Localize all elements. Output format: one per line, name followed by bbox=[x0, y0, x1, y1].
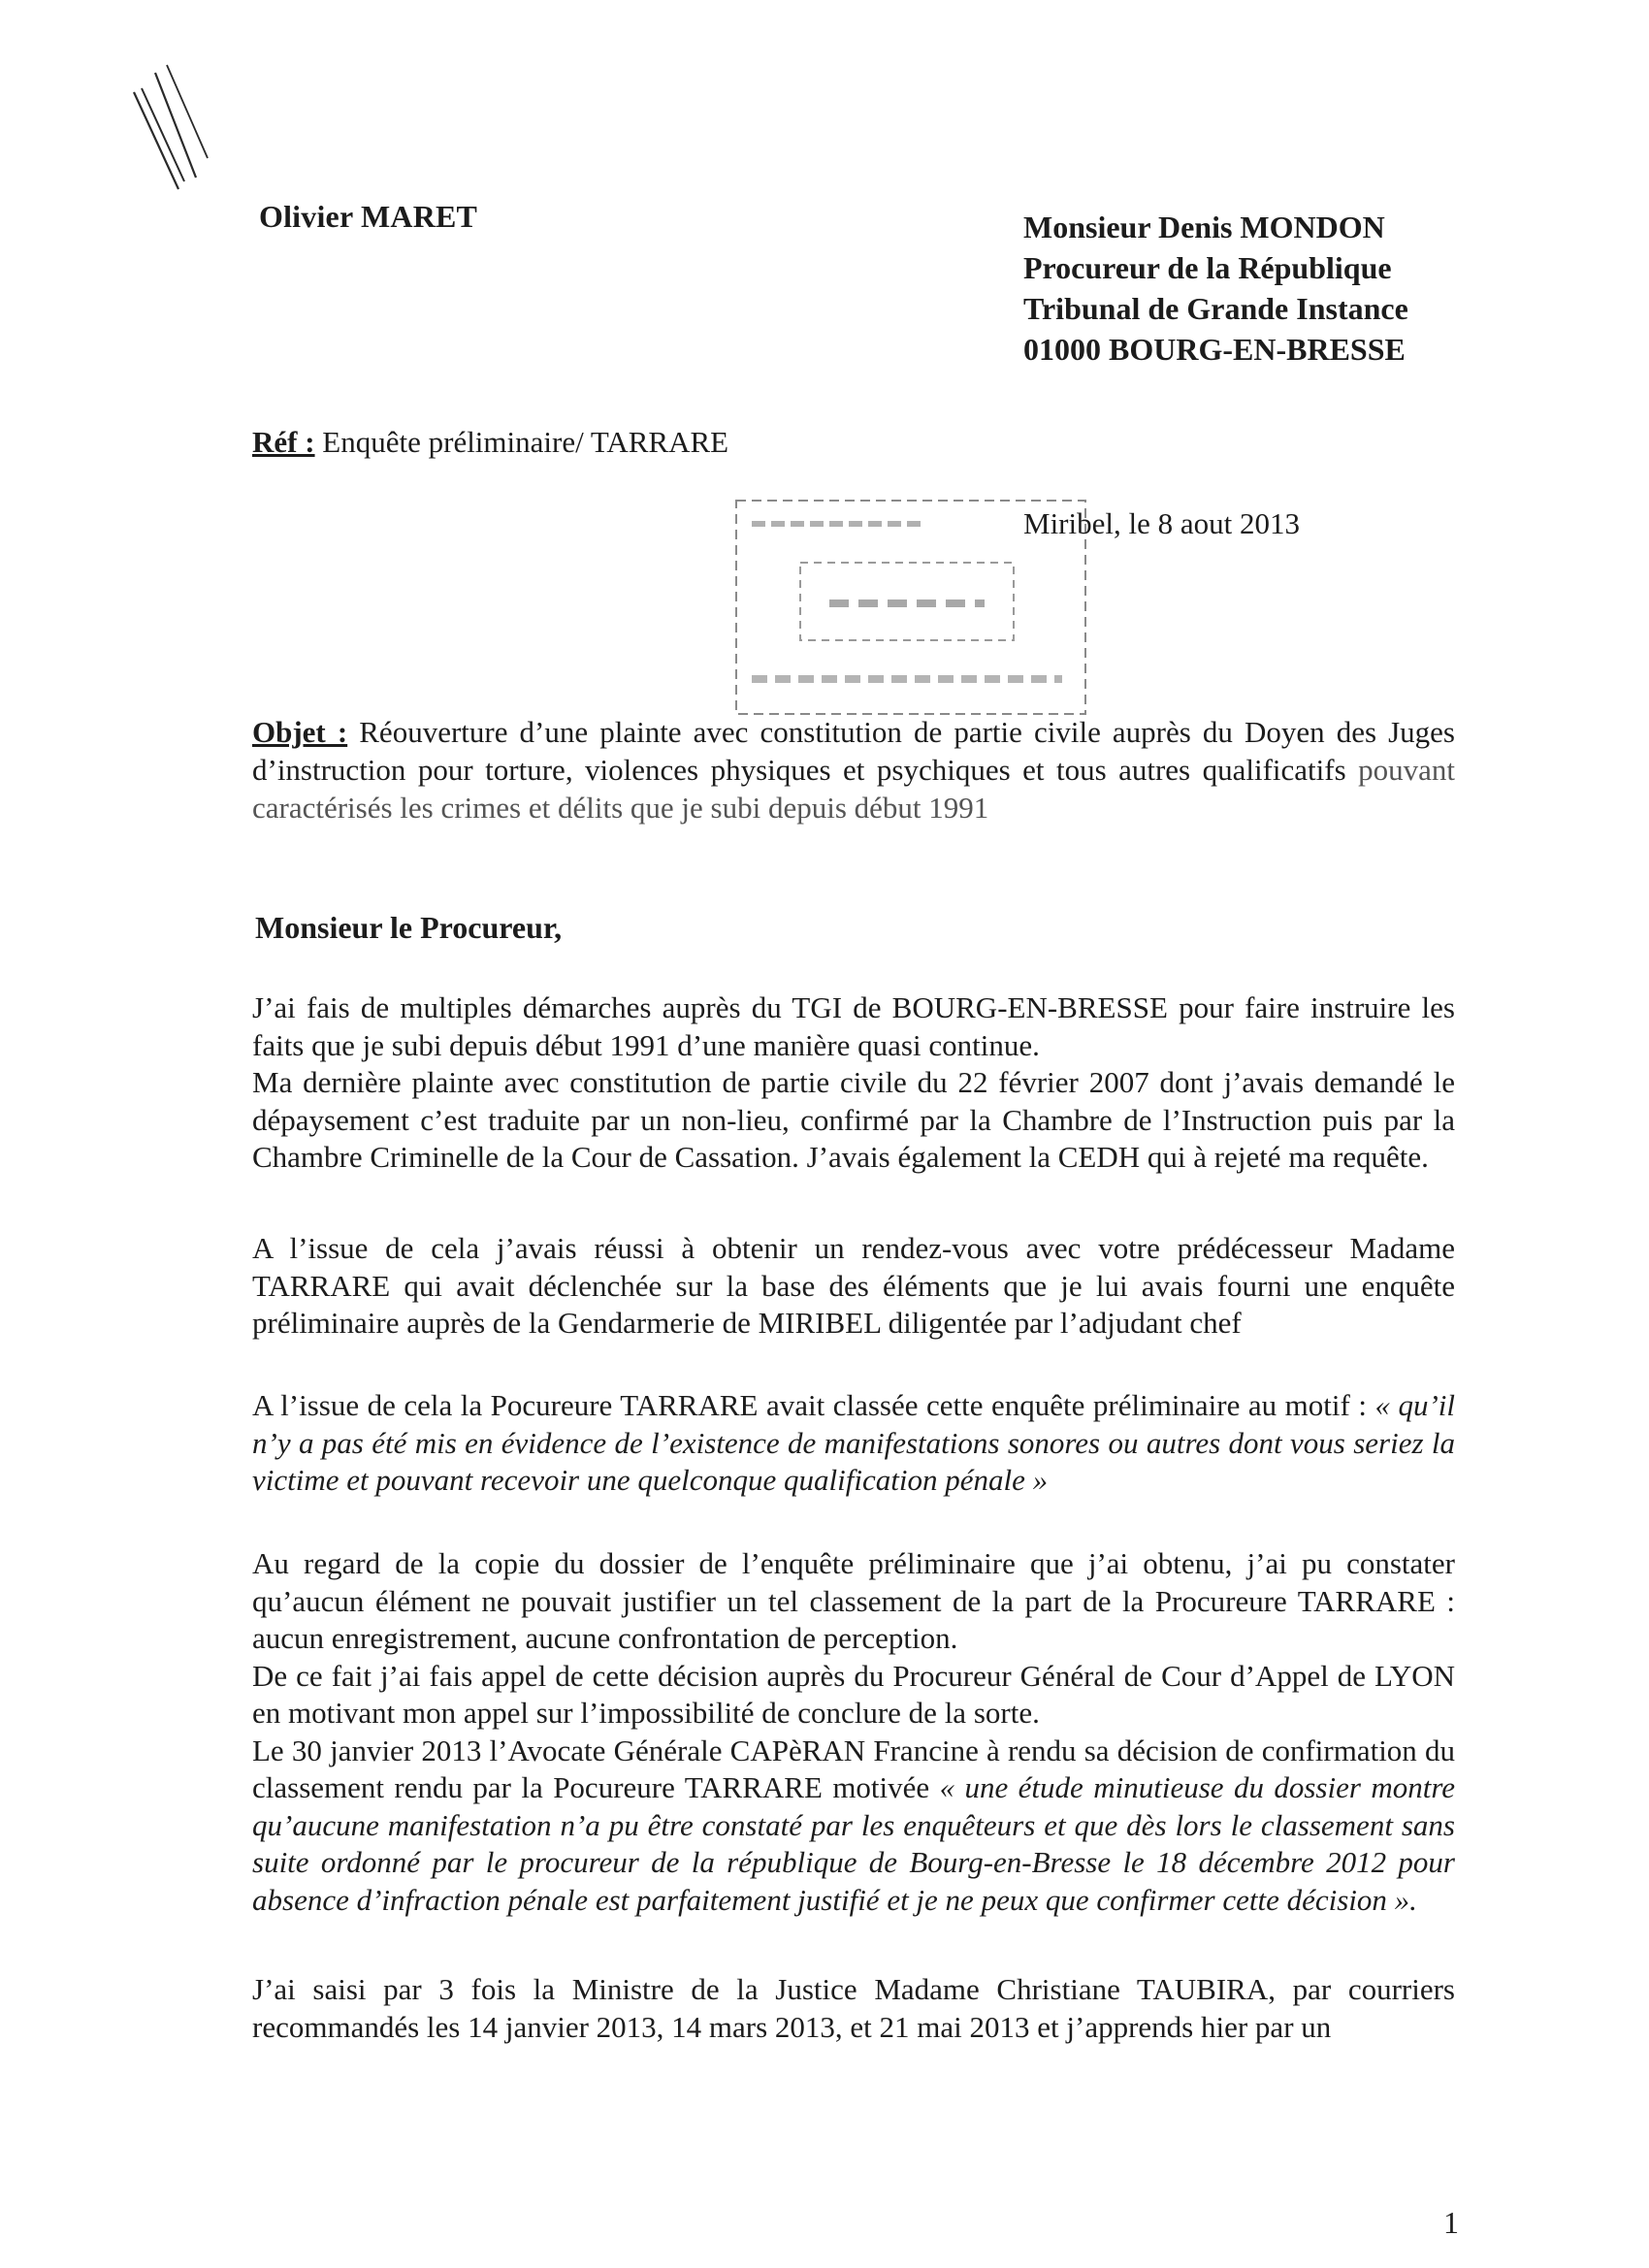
letter-date: Miribel, le 8 aout 2013 bbox=[1023, 506, 1300, 540]
page-number: 1 bbox=[1443, 2205, 1459, 2240]
reference-label: Réf : bbox=[252, 425, 315, 459]
body-p3: A l’issue de cela j’avais réussi à obtenir un rendez-vous avec votre prédécesseur Madame TARRARE qui avait déclenchée sur la base des éléments que je lui avais fourni une enquête préliminaire auprès de la Gendarmerie de MIRIBEL diligentée par l’adjudant chef bbox=[252, 1231, 1455, 1340]
body-p4-intro: A l’issue de cela la Pocureure TARRARE avait classée cette enquête préliminaire au motif : bbox=[252, 1388, 1367, 1422]
body-p2: Ma dernière plainte avec constitution de partie civile du 22 février 2007 dont j’avais demandé le dépaysement c’est traduite par un non-lieu, confirmé par la Chambre de l’Instruction puis par la Chambre Criminelle de la Cour de Cassation. J’avais également la CEDH qui à rejeté ma requête. bbox=[252, 1065, 1455, 1174]
subject-block bbox=[252, 713, 1455, 826]
paragraph-5 bbox=[252, 1971, 1455, 2046]
body-p6: De ce fait j’ai fais appel de cette décision auprès du Procureur Général de Cour d’Appel de LYON en motivant mon appel sur l’impossibilité de conclure de la sorte. bbox=[252, 1658, 1455, 1730]
recipient-block bbox=[1023, 207, 1408, 370]
recipient-title: Procureur de la République bbox=[1023, 250, 1392, 285]
body-p5: Au regard de la copie du dossier de l’enquête préliminaire que j’ai obtenu, j’ai pu constater qu’aucun élément ne pouvait justifier un tel classement de la part de la Procureure TARRARE : aucun enregistrement, aucune confrontation de perception. bbox=[252, 1546, 1455, 1655]
salutation: Monsieur le Procureur, bbox=[255, 910, 563, 945]
body-p1: J’ai fais de multiples démarches auprès du TGI de BOURG-EN-BRESSE pour faire instruire les faits que je subi depuis début 1991 d’une manière quasi continue. bbox=[252, 990, 1455, 1062]
paragraph-2 bbox=[252, 1230, 1455, 1343]
paragraph-3 bbox=[252, 1387, 1455, 1500]
body-p7-intro: Le 30 janvier 2013 l’Avocate Générale CAPèRAN Francine à rendu sa décision de confirmation du classement rendu par la Pocureure TARRARE motivée bbox=[252, 1733, 1455, 1804]
recipient-name: Monsieur Denis MONDON bbox=[1023, 210, 1385, 244]
subject-label: Objet : bbox=[252, 715, 348, 749]
sender-name: Olivier MARET bbox=[259, 199, 478, 234]
reference-line bbox=[252, 425, 728, 460]
handwritten-marks bbox=[116, 53, 223, 199]
paragraph-4 bbox=[252, 1545, 1455, 1919]
paragraph-1 bbox=[252, 989, 1455, 1177]
recipient-court: Tribunal de Grande Instance bbox=[1023, 291, 1408, 326]
body-p7-quote: « une étude minutieuse du dossier montre qu’aucune manifestation n’a pu être constaté par les enquêteurs et que dès lors le classement sans suite ordonné par le procureur de la république de Bourg-en-Bresse le 18 décembre 2012 pour absence d’infraction pénale est parfaitement justifié et je ne peux que confirmer cette décision ». bbox=[252, 1770, 1456, 1917]
reference-text: Enquête préliminaire/ TARRARE bbox=[314, 425, 729, 459]
body-p8: J’ai saisi par 3 fois la Ministre de la Justice Madame Christiane TAUBIRA, par courriers recommandés les 14 janvier 2013, 14 mars 2013, et 21 mai 2013 et j’apprends hier par un bbox=[252, 1972, 1455, 2044]
body-p4-quote: « qu’il n’y a pas été mis en évidence de l’existence de manifestations sonores ou autres dont vous seriez la victime et pouvant recevoir une quelconque qualification pénale » bbox=[252, 1388, 1456, 1497]
subject-text-faded: pouvant caractérisés les crimes et délits que je subi depuis début 1991 bbox=[252, 753, 1456, 825]
recipient-address: 01000 BOURG-EN-BRESSE bbox=[1023, 332, 1406, 367]
subject-text: Réouverture d’une plainte avec constitution de partie civile auprès du Doyen des Juges d’instruction pour torture, violences physiques et psychiques et tous autres qualificatifs bbox=[252, 715, 1455, 787]
